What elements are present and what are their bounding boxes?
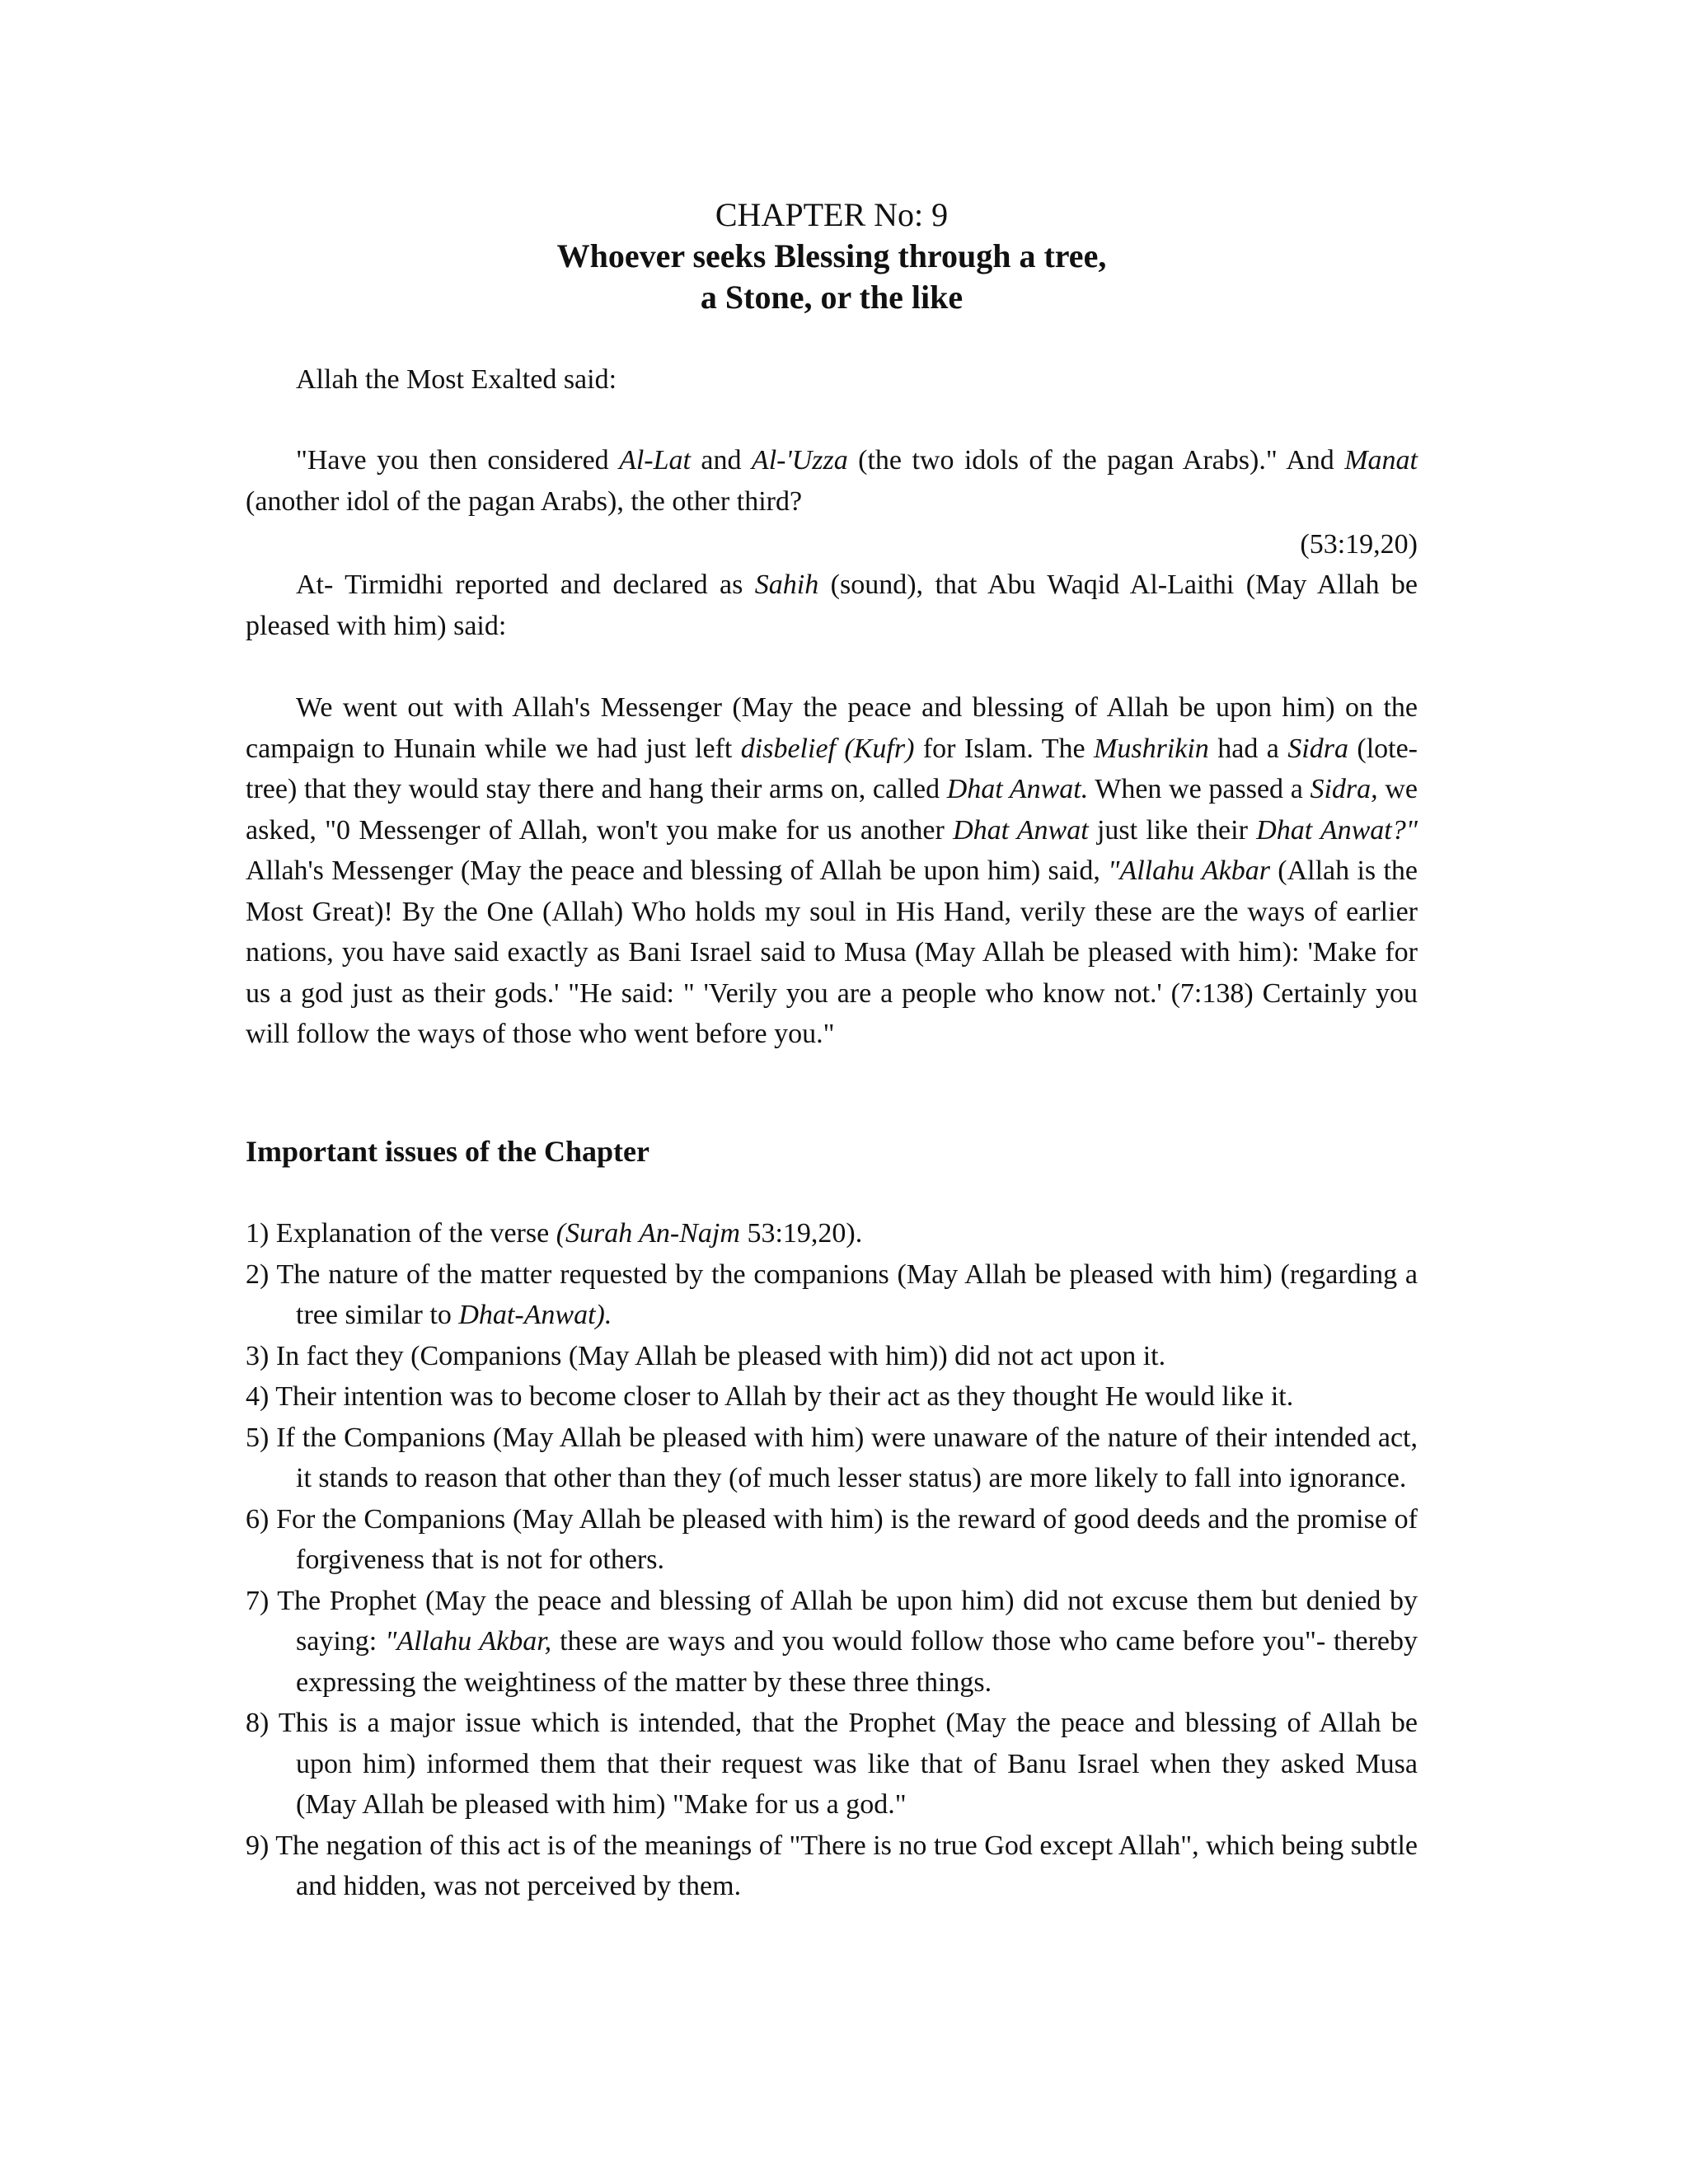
issue-item-5: 5) If the Companions (May Allah be pleased with him) were unaware of the nature of their intended act, it stands to reason that other than they (of much lesser status) are more likely to fall into ignorance. bbox=[246, 1422, 1418, 1493]
issues-heading: Important issues of the Chapter bbox=[246, 1135, 649, 1168]
hadith-text: We went out with Allah's Messenger (May the peace and blessing of Allah be upon him) on the campaign to Hunain while we had just left disbelief (Kufr) for Islam. The Mushrikin had a Sidra (lote-tree) that they would stay there and hang their arms on, called Dhat Anwat. When we passed a Sidra, we asked, "0 Messenger of Allah, won't you make for us another Dhat Anwat just like their Dhat Anwat?" Allah's Messenger (May the peace and blessing of Allah be upon him) said, "Allahu Akbar (Allah is the Most Great)! By the One (Allah) Who holds my soul in His Hand, verily these are the ways of earlier nations, you have said exactly as Bani Israel said to Musa (May Allah be pleased with him): 'Make for us a god just as their gods.' "He said: " 'Verily you are a people who know not.' (7:138) Certainly you will follow the ways of those who went before you." bbox=[246, 692, 1418, 1049]
issue-item-9: 9) The negation of this act is of the meanings of "There is no true God except Allah", which being subtle and hidden, was not perceived by them. bbox=[246, 1830, 1418, 1901]
chapter-title-line-2: a Stone, or the like bbox=[700, 279, 964, 316]
chapter-title-line-1: Whoever seeks Blessing through a tree, bbox=[556, 237, 1107, 274]
verse-reference: (53:19,20) bbox=[1300, 529, 1418, 560]
narration-intro: At- Tirmidhi reported and declared as Sahih (sound), that Abu Waqid Al-Laithi (May Allah be pleased with him) said: bbox=[246, 569, 1418, 641]
issue-item-7: 7) The Prophet (May the peace and blessing of Allah be upon him) did not excuse them but denied by saying: "Allahu Akbar, these are ways and you would follow those who came before you"- thereby expressing the weightiness of the matter by these three things. bbox=[246, 1585, 1418, 1698]
issue-item-4: 4) Their intention was to become closer to Allah by their act as they thought He would like it. bbox=[246, 1381, 1294, 1412]
issue-item-2: 2) The nature of the matter requested by the companions (May Allah be pleased with him) (regarding a tree similar to Dhat-Anwat). bbox=[246, 1258, 1418, 1330]
verse-quote: "Have you then considered Al-Lat and Al-'Uzza (the two idols of the pagan Arabs)." And Manat (another idol of the pagan Arabs), the other third? bbox=[246, 445, 1418, 517]
issue-item-6: 6) For the Companions (May Allah be pleased with him) is the reward of good deeds and the promise of forgiveness that is not for others. bbox=[246, 1503, 1418, 1575]
intro-text: Allah the Most Exalted said: bbox=[296, 364, 617, 395]
issue-item-3: 3) In fact they (Companions (May Allah be pleased with him)) did not act upon it. bbox=[246, 1340, 1166, 1371]
chapter-number: CHAPTER No: 9 bbox=[715, 196, 949, 233]
issue-item-1: 1) Explanation of the verse (Surah An-Najm 53:19,20). bbox=[246, 1218, 863, 1249]
chapter-title bbox=[246, 236, 1418, 318]
issue-item-8: 8) This is a major issue which is intended, that the Prophet (May the peace and blessing of Allah be upon him) informed them that their request was like that of Banu Israel when they asked Musa (May Allah be pleased with him) "Make for us a god." bbox=[246, 1708, 1418, 1820]
issues-list bbox=[246, 1213, 1418, 1907]
